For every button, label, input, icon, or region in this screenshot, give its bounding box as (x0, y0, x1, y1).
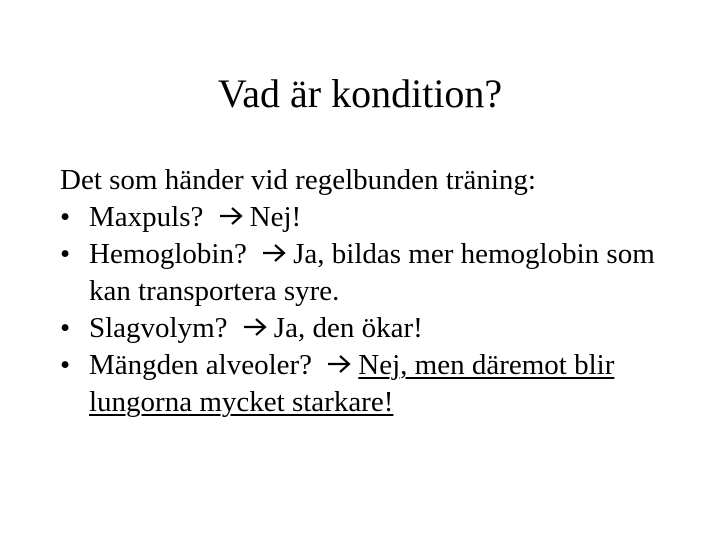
list-item (60, 236, 680, 310)
bullet-list (60, 199, 680, 421)
right-arrow-icon (243, 317, 268, 337)
right-arrow-icon (219, 206, 244, 226)
list-item (60, 347, 680, 421)
intro-text: Det som händer vid regelbunden träning: (60, 164, 536, 196)
bullet-answer: Nej! (249, 201, 302, 233)
bullet-answer: Ja, den ökar! (273, 312, 423, 344)
bullet-question: Mängden alveoler? (89, 349, 313, 381)
bullet-question: Hemoglobin? (89, 238, 247, 270)
bullet-dot: • (60, 201, 71, 233)
slide-body (60, 162, 680, 421)
list-item (60, 199, 680, 236)
list-item (60, 310, 680, 347)
right-arrow-icon (327, 354, 352, 374)
bullet-question: Maxpuls? (89, 201, 204, 233)
slide-title: Vad är kondition? (217, 71, 503, 116)
bullet-answer: Ja, bildas mer hemoglobin som kan transportera syre. (89, 238, 655, 307)
bullet-dot: • (60, 349, 71, 381)
bullet-question: Slagvolym? (89, 312, 228, 344)
bullet-dot: • (60, 312, 71, 344)
bullet-dot: • (60, 238, 71, 270)
bullet-answer-underlined: Nej, men däremot blir lungorna mycket starkare! (89, 349, 615, 418)
right-arrow-icon (262, 243, 287, 263)
